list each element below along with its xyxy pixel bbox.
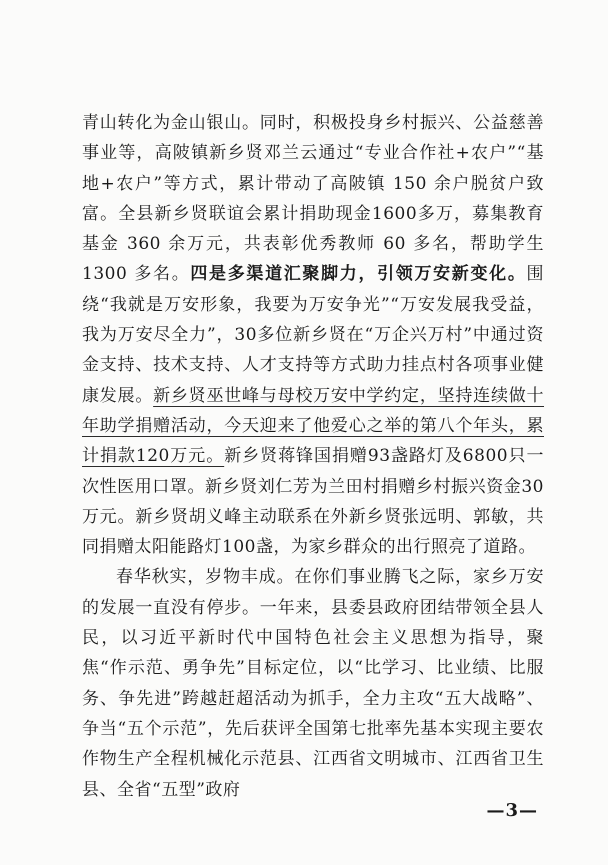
paragraph-2: 春华秋实，岁物丰成。在你们事业腾飞之际，家乡万安的发展一直没有停步。一年来，县委县政府团结带领全县人民，以习近平新时代中国特色社会主义思想为指导，聚焦“作示范、勇争先”目标定位，以“比学习、比业绩、比服务、争先进”跨越赶超活动为抓手，全力主攻“五大战略”、争当“五个示范”，先后获评全国第七批率先基本实现主要农作物生产全程机械化示范县、江西省文明城市、江西省卫生县、全省“五型”政府 <box>82 567 544 800</box>
paragraph-1-underlined-text: 新乡贤巫世峰与母校万安中学约定，坚持连续做十年助学捐赠活动，今天迎来了他爱心之举的第八个年头，累计捐款120万元。 <box>82 385 545 467</box>
paragraph-1-segment-1: 青山转化为金山银山。同时，积极投身乡村振兴、公益慈善事业等，高陂镇新乡贤邓兰云通过“专业合作社+农户”“基地+农户”等方式，累计带动了高陂镇 150 余户脱贫户致富。全县新乡贤联谊会累计捐助现金1600多万，募集教育基金 360 余万元，共表彰优秀教师 60 多名，帮助学生 1300 多名。 <box>82 113 544 285</box>
paragraph-1-bold-heading: 四是多渠道汇聚脚力，引领万安新变化。 <box>190 264 527 285</box>
paragraph-1 <box>82 108 544 562</box>
paragraph-1-segment-5: 新乡贤蒋锋国捐赠93盏路灯及6800只一次性医用口罩。新乡贤刘仁芳为兰田村捐赠乡村振兴资金30万元。新乡贤胡义峰主动联系在外新乡贤张远明、郭敏，共同捐赠太阳能路灯100盏，为家乡群众的出行照亮了道路。 <box>82 446 544 558</box>
paragraph-1-segment-3: 围绕“我就是万安形象，我要为万安争光”“万安发展我受益，我为万安尽全力”，30多位新乡贤在“万企兴万村”中通过资金支持、技术支持、人才支持等方式助力挂点村各项事业健康发展。 <box>82 264 545 406</box>
page-number: —3— <box>486 800 538 821</box>
body-text <box>82 108 544 805</box>
